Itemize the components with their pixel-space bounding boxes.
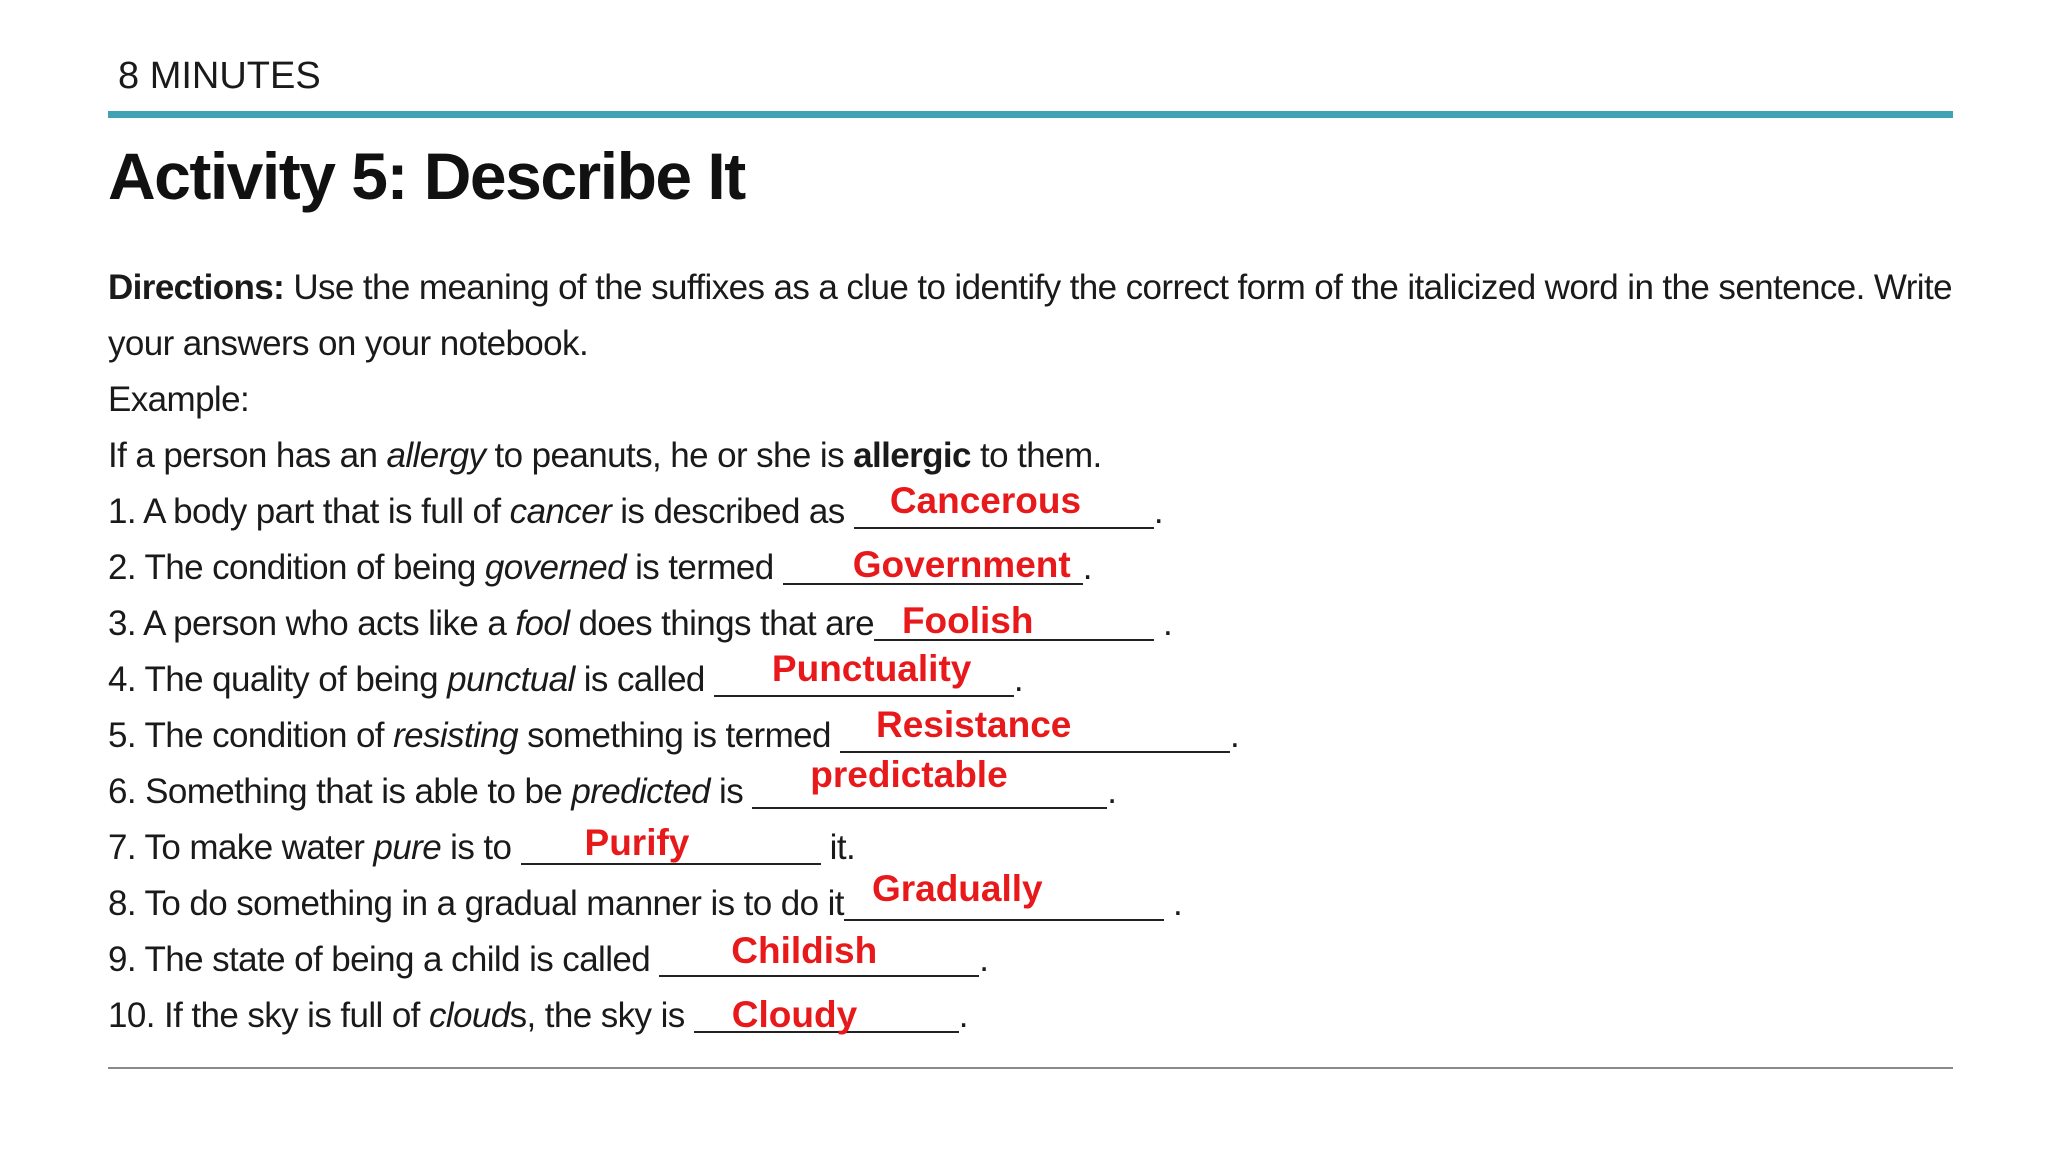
- item-italic-word: punctual: [447, 660, 575, 699]
- list-item: [108, 988, 1958, 1044]
- item-text: 3. A person who acts like a: [108, 604, 516, 643]
- answer-blank: [752, 754, 1107, 809]
- item-text: .: [1163, 884, 1183, 923]
- item-text: 8. To do something in a gradual manner is to do it: [108, 884, 844, 923]
- answer-text: Resistance: [876, 704, 1072, 745]
- item-italic-word: cancer: [509, 492, 612, 531]
- page-title: Activity 5: Describe It: [108, 139, 745, 213]
- answer-text: Punctuality: [771, 648, 972, 689]
- item-text: is termed: [625, 548, 783, 587]
- list-item: [108, 754, 1958, 820]
- activity-content: [108, 260, 1958, 1044]
- answer-blank: [694, 989, 959, 1033]
- answer-text: predictable: [810, 754, 1008, 795]
- item-text: 2. The condition of being: [108, 548, 485, 587]
- item-italic-word: fool: [515, 604, 570, 643]
- answer-text: Childish: [731, 930, 878, 971]
- item-text: is to: [441, 828, 521, 867]
- answer-text: Cloudy: [731, 994, 858, 1035]
- item-text: is called: [574, 660, 714, 699]
- item-text: 6. Something that is able to be: [108, 772, 572, 811]
- item-text: .: [1153, 604, 1173, 643]
- time-label: 8 MINUTES: [118, 55, 321, 97]
- item-text: .: [1013, 660, 1024, 699]
- directions-text: Use the meaning of the suffixes as a clue to identify the correct form of the italicized word in the sentence. Write your answers on your notebook.: [108, 268, 1952, 363]
- item-text: .: [1230, 716, 1240, 755]
- example-label: Example:: [108, 380, 250, 419]
- answer-blank: [874, 597, 1154, 641]
- item-text: 5. The condition of: [108, 716, 394, 755]
- item-text: .: [1107, 772, 1117, 811]
- header-divider: [108, 111, 1953, 118]
- item-text: 1. A body part that is full of: [108, 492, 510, 531]
- item-text: something is termed: [518, 716, 840, 755]
- list-item: [108, 648, 1958, 708]
- example-italic-word: allergy: [386, 436, 486, 475]
- example-text: If a person has an: [108, 436, 387, 475]
- answer-blank: [844, 868, 1164, 921]
- list-item: [108, 480, 1958, 540]
- answer-blank: [783, 541, 1083, 585]
- item-italic-word: pure: [373, 828, 442, 867]
- list-item: [108, 932, 1958, 988]
- example-text: to them.: [970, 436, 1102, 475]
- item-italic-word: cloud: [428, 996, 510, 1035]
- item-text: it.: [820, 828, 856, 867]
- answer-text: Cancerous: [889, 480, 1082, 521]
- example-sentence: [108, 428, 1958, 484]
- list-item: [108, 704, 1958, 764]
- item-italic-word: predicted: [571, 772, 710, 811]
- answer-blank: [840, 704, 1230, 753]
- item-text: .: [1082, 548, 1092, 587]
- item-italic-word: governed: [484, 548, 626, 587]
- example-bold-word: allergic: [853, 436, 971, 475]
- answer-blank: [521, 821, 821, 865]
- item-text: .: [1153, 492, 1163, 531]
- item-text: s, the sky is: [509, 996, 694, 1035]
- directions: [108, 260, 1958, 372]
- item-text: .: [979, 940, 989, 979]
- answer-text: Purify: [584, 822, 690, 863]
- directions-label: Directions:: [108, 268, 285, 307]
- footer-divider: [108, 1067, 1953, 1069]
- answer-blank: [854, 480, 1154, 529]
- item-text: 7. To make water: [108, 828, 374, 867]
- answer-text: Foolish: [901, 600, 1034, 641]
- answer-text: Gradually: [871, 868, 1043, 909]
- item-text: is: [709, 772, 753, 811]
- item-text: 10. If the sky is full of: [108, 996, 429, 1035]
- list-item: [108, 596, 1958, 652]
- item-text: 4. The quality of being: [108, 660, 448, 699]
- answer-blank: [659, 930, 979, 977]
- answer-text: Government: [852, 544, 1071, 585]
- list-item: [108, 540, 1958, 596]
- item-text: .: [958, 996, 968, 1035]
- item-text: is described as: [611, 492, 854, 531]
- list-item: [108, 868, 1958, 932]
- example-text: to peanuts, he or she is: [485, 436, 854, 475]
- item-text: does things that are: [569, 604, 874, 643]
- answer-blank: [714, 648, 1014, 697]
- item-text: 9. The state of being a child is called: [108, 940, 660, 979]
- item-italic-word: resisting: [393, 716, 518, 755]
